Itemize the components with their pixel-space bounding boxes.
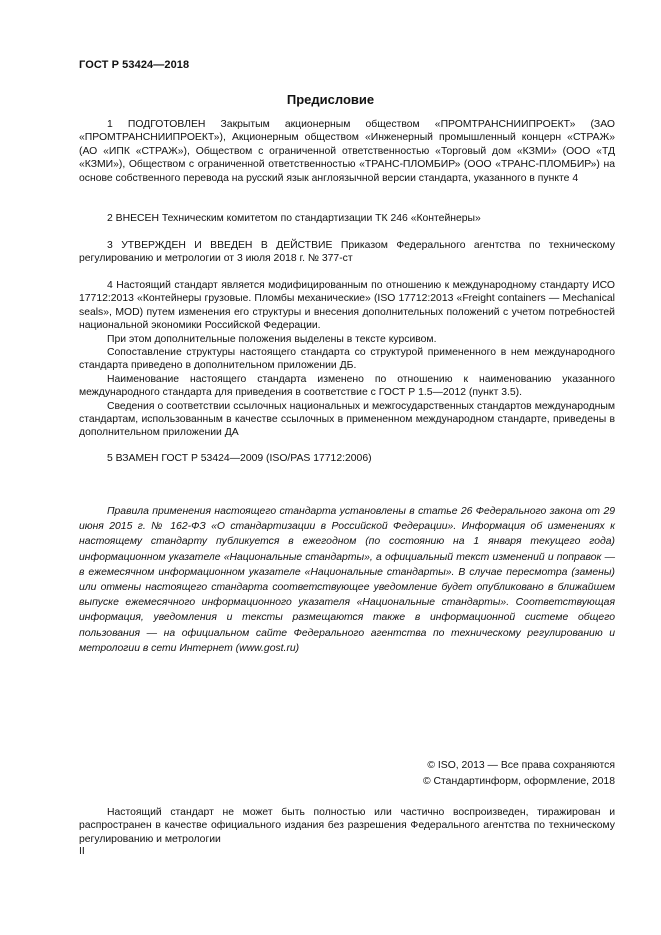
reproduction-notice [79,806,615,846]
section-3 [79,239,615,266]
page-number: II [79,846,85,857]
section-2-text: 2 ВНЕСЕН Техническим комитетом по стандартизации ТК 246 «Контейнеры» [107,213,481,224]
standard-code-header: ГОСТ Р 53424—2018 [79,59,190,71]
copyright-iso: © ISO, 2013 — Все права сохраняются [427,760,615,771]
section-5 [79,452,615,465]
reproduction-notice-text: Настоящий стандарт не может быть полностью или частично воспроизведен, тиражирован и распространен в качестве официального издания без разрешения Федерального агентства по техническому регулированию и метрологии [79,807,615,845]
section-4-paragraph: 4 Настоящий стандарт является модифицированным по отношению к международному стандарту ИСО 17712:2013 «Контейнеры грузовые. Пломбы механические» (ISO 17712:2013 «Freight containers — Mechanical seals», MOD) путем изменения его структуры и внесения дополнительных положений с учетом потребностей национальной экономики Российской Федерации. [79,280,615,332]
copyright-standartinform: © Стандартинформ, оформление, 2018 [422,775,615,787]
copyright-block [423,758,615,789]
section-4-paragraph: При этом дополнительные положения выделены в тексте курсивом. [107,333,437,345]
section-2 [79,212,615,225]
section-1-text: 1 ПОДГОТОВЛЕН Закрытым акционерным обществом «ПРОМТРАНСНИИПРОЕКТ» (ЗАО «ПРОМТРАНСНИИПРОЕКТ»), Акционерным обществом «Инженерный промышленный концерн «СТРАЖ» (АО «ИПК «СТРАЖ»), Обществом с ограниченной ответственностью «Торговый дом «КЗМИ» (ООО «ТД «КЗМИ»), Обществом с ограниченной ответственностью «ТРАНС-ПЛОМБИР» (ООО «ТРАНС-ПЛОМБИР») на основе собственного перевода на русский язык англоязычной версии стандарта, указанного в пункте 4 [79,119,615,184]
section-4-paragraph: Сопоставление структуры настоящего стандарта со структурой примененного в нем международного стандарта приведено в дополнительном приложении ДБ. [79,347,615,372]
section-1 [79,118,615,185]
section-4-paragraph: Сведения о соответствии ссылочных национальных и межгосударственных стандартов международным стандартам, использованным в качестве ссылочных в примененном международном стандарте, приведены в дополнительном приложении ДА [79,400,615,439]
section-3-text: 3 УТВЕРЖДЕН И ВВЕДЕН В ДЕЙСТВИЕ Приказом Федерального агентства по техническому регулированию и метрологии от 3 июля 2018 г. № 377-ст [79,240,615,265]
usage-notice [79,504,615,656]
section-4-paragraph: Наименование настоящего стандарта изменено по отношению к наименованию указанного международного стандарта для приведения в соответствие с ГОСТ Р 1.5—2012 (пункт 3.5). [79,373,615,399]
section-5-text: 5 ВЗАМЕН ГОСТ Р 53424—2009 (ISO/PAS 17712:2006) [107,453,372,464]
section-4 [79,279,615,440]
usage-notice-text: Правила применения настоящего стандарта установлены в статье 26 Федерального закона от 29 июня 2015 г. № 162-ФЗ «О стандартизации в Российской Федерации». Информация об изменениях к настоящему стандарту публикуется в ежегодном (по состоянию на 1 января текущего года) информационном указателе «Национальные стандарты», а официальный текст изменений и поправок — в ежемесячном информационном указателе «Национальные стандарты». В случае пересмотра (замены) или отмены настоящего стандарта соответствующее уведомление будет опубликовано в ближайшем выпуске ежемесячного информационного указателя «Национальные стандарты». Соответствующая информация, уведомления и тексты размещаются также в информационной системе общего пользования — на официальном сайте Федерального агентства по техническому регулированию и метрологии в сети Интернет (www.gost.ru) [79,506,615,654]
page-title: Предисловие [286,92,375,107]
